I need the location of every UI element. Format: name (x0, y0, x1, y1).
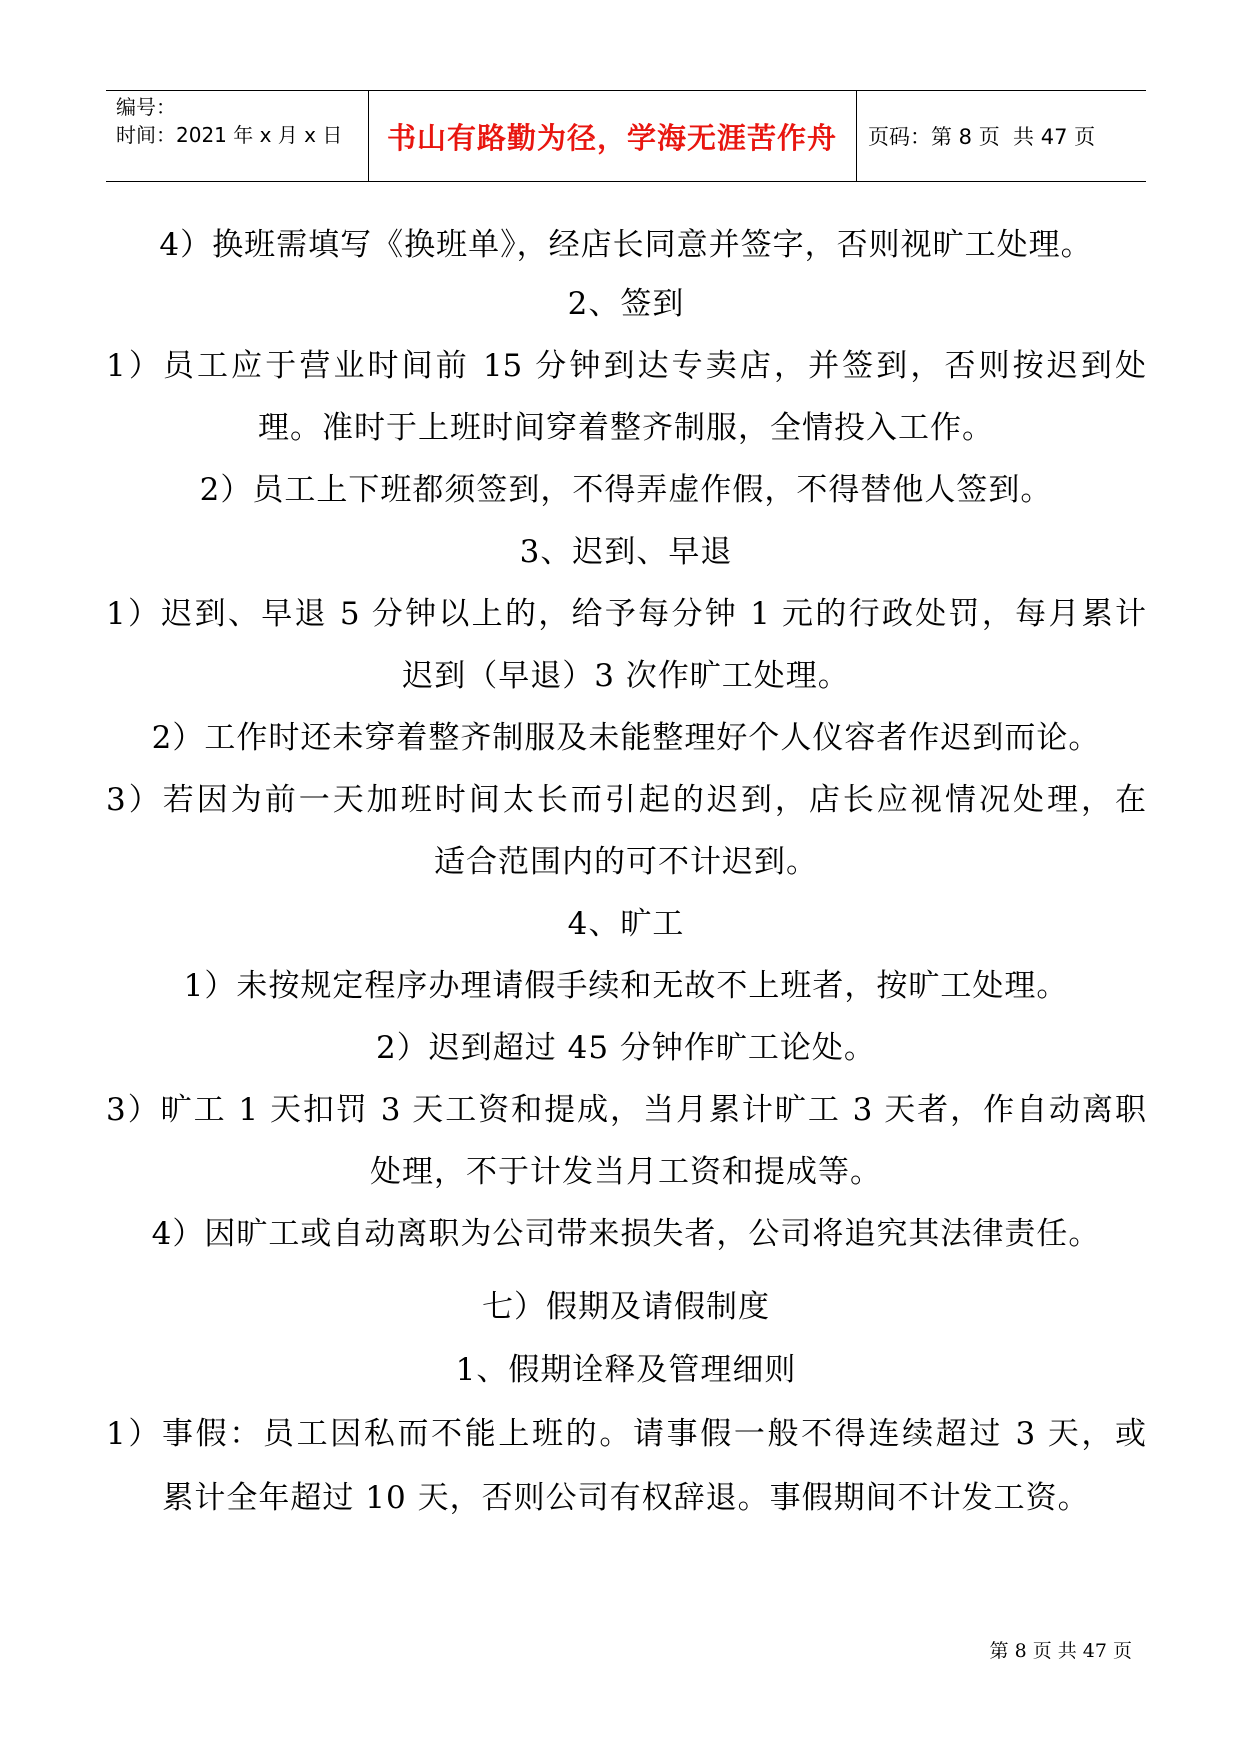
page-header (106, 90, 1146, 182)
page-footer: 第 8 页 共 47 页 (989, 1640, 1132, 1662)
text-line: 4）因旷工或自动离职为公司带来损失者，公司将追究其法律责任。 (151, 1216, 1101, 1252)
header-meta (116, 93, 342, 149)
header-divider (856, 91, 857, 181)
text-line: 适合范围内的可不计迟到。 (434, 844, 818, 880)
section-heading: 七）假期及请假制度 (482, 1289, 770, 1325)
text-line: 1）事假：员工因私而不能上班的。请事假一般不得连续超过 3 天，或 (106, 1416, 1146, 1452)
serial-label: 编号： (116, 95, 176, 119)
section-heading: 4、旷工 (567, 906, 685, 942)
text-line: 1）员工应于营业时间前 15 分钟到达专卖店，并签到，否则按迟到处 (106, 348, 1146, 384)
text-line: 累计全年超过 10 天，否则公司有权辞退。事假期间不计发工资。 (162, 1480, 1090, 1516)
section-heading: 1、假期诠释及管理细则 (455, 1352, 797, 1388)
text-line: 2）工作时还未穿着整齐制服及未能整理好个人仪容者作迟到而论。 (151, 720, 1101, 756)
header-page-label: 页码：第 8 页 共 47 页 (868, 125, 1096, 149)
text-line: 3）旷工 1 天扣罚 3 天工资和提成，当月累计旷工 3 天者，作自动离职 (106, 1092, 1146, 1128)
text-line: 2）员工上下班都须签到，不得弄虚作假，不得替他人签到。 (199, 472, 1053, 508)
header-motto: 书山有路勤为径，学海无涯苦作舟 (386, 120, 837, 155)
text-line: 迟到（早退）3 次作旷工处理。 (402, 658, 850, 694)
section-heading: 2、签到 (567, 286, 685, 322)
text-line: 1）迟到、早退 5 分钟以上的，给予每分钟 1 元的行政处罚，每月累计 (106, 596, 1146, 632)
text-line: 1）未按规定程序办理请假手续和无故不上班者，按旷工处理。 (183, 968, 1069, 1004)
text-line: 3）若因为前一天加班时间太长而引起的迟到，店长应视情况处理，在 (106, 782, 1146, 818)
text-line: 理。准时于上班时间穿着整齐制服，全情投入工作。 (258, 410, 994, 446)
text-line: 处理，不于计发当月工资和提成等。 (370, 1154, 882, 1190)
text-line: 2）迟到超过 45 分钟作旷工论处。 (376, 1030, 876, 1066)
time-label: 时间：2021 年 x 月 x 日 (116, 123, 343, 147)
text-line: 4）换班需填写《换班单》，经店长同意并签字，否则视旷工处理。 (159, 227, 1093, 263)
section-heading: 3、迟到、早退 (519, 534, 733, 570)
